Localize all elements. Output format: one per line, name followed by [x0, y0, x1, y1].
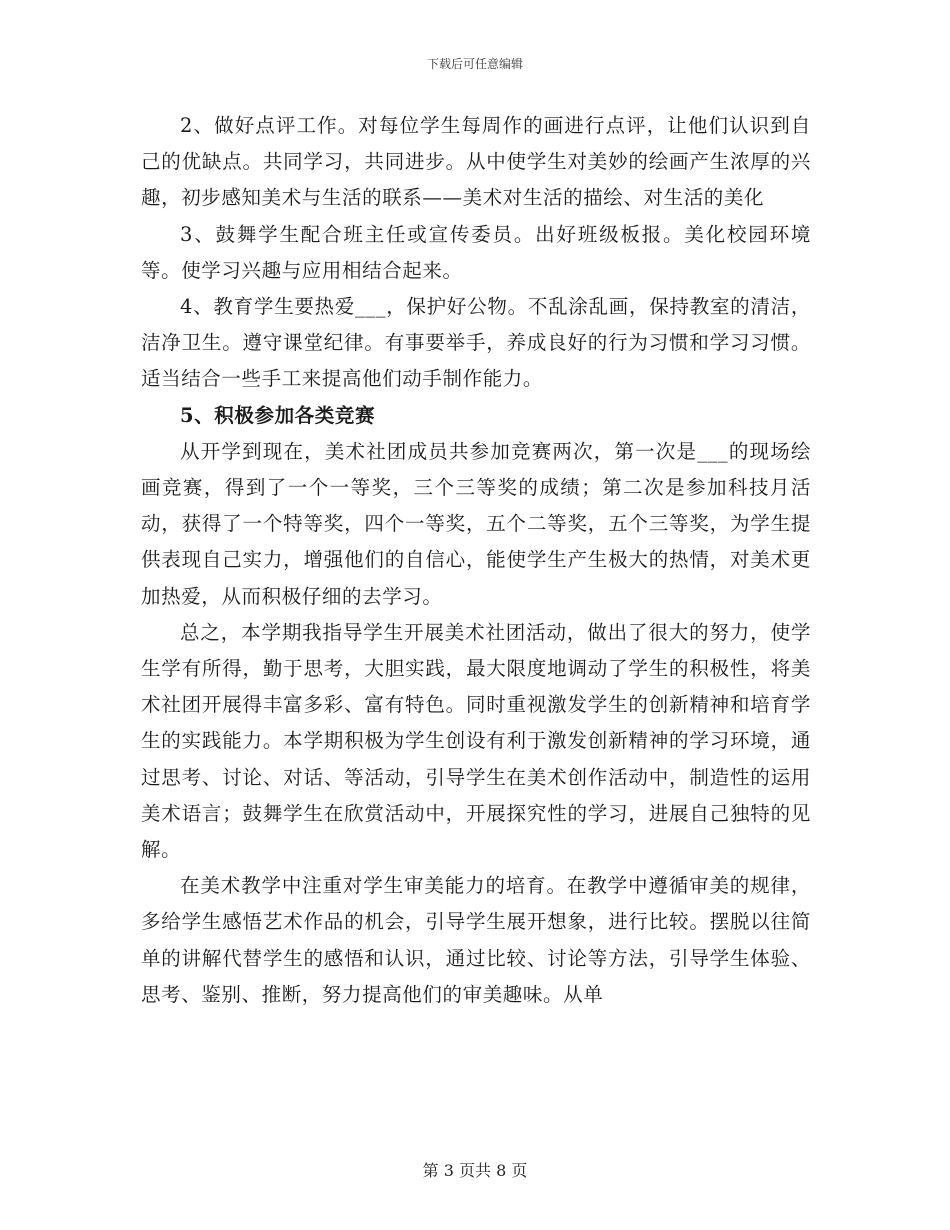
page-header: 下载后可任意编辑	[426, 57, 523, 71]
paragraph-competitions: 从开学到现在，美术社团成员共参加竞赛两次，第一次是___的现场绘画竞赛，得到了一个一等奖，三个三等奖的成绩；第二次是参加科技月活动，获得了一个特等奖，四个一等奖，五个二等奖，五个三等奖，为学生提供表现自己实力，增强他们的自信心，能使学生产生极大的热情，对美术更加热爱，从而积极仔细的去学习。	[141, 439, 811, 608]
paragraph-summary: 总之，本学期我指导学生开展美术社团活动，做出了很大的努力，使学生学有所得，勤于思考，大胆实践，最大限度地调动了学生的积极性，将美术社团开展得丰富多彩、富有特色。同时重视激发学生的创新精神和培育学生的实践能力。本学期积极为学生创设有利于激发创新精神的学习环境，通过思考、讨论、对话、等活动，引导学生在美术创作活动中，制造性的运用美术语言；鼓舞学生在欣赏活动中，开展探究性的学习，进展自己独特的见解。	[141, 620, 811, 862]
paragraph-blackboard: 3、鼓舞学生配合班主任或宣传委员。出好班级板报。美化校园环境等。使学习兴趣与应用相结合起来。	[141, 222, 811, 282]
paragraph-public-property: 4、教育学生要热爱___，保护好公物。不乱涂乱画，保持教室的清洁，洁净卫生。遵守课堂纪律。有事要举手，养成良好的行为习惯和学习习惯。适当结合一些手工来提高他们动手制作能力。	[141, 295, 811, 391]
page-number: 第 3 页共 8 页	[422, 1161, 528, 1180]
paragraph-aesthetic: 在美术教学中注重对学生审美能力的培育。在教学中遵循审美的规律，多给学生感悟艺术作品的机会，引导学生展开想象，进行比较。摆脱以往简单的讲解代替学生的感悟和认识，通过比较、讨论等方法，引导学生体验、思考、鉴别、推断，努力提高他们的审美趣味。从单	[141, 874, 811, 1006]
paragraph-review-work: 2、做好点评工作。对每位学生每周作的画进行点评，让他们认识到自己的优缺点。共同学习，共同进步。从中使学生对美妙的绘画产生浓厚的兴趣，初步感知美术与生活的联系——美术对生活的描绘、对生活的美化	[141, 114, 811, 210]
section-heading-competitions: 5、积极参加各类竞赛	[180, 403, 376, 427]
document-body	[141, 108, 811, 1013]
